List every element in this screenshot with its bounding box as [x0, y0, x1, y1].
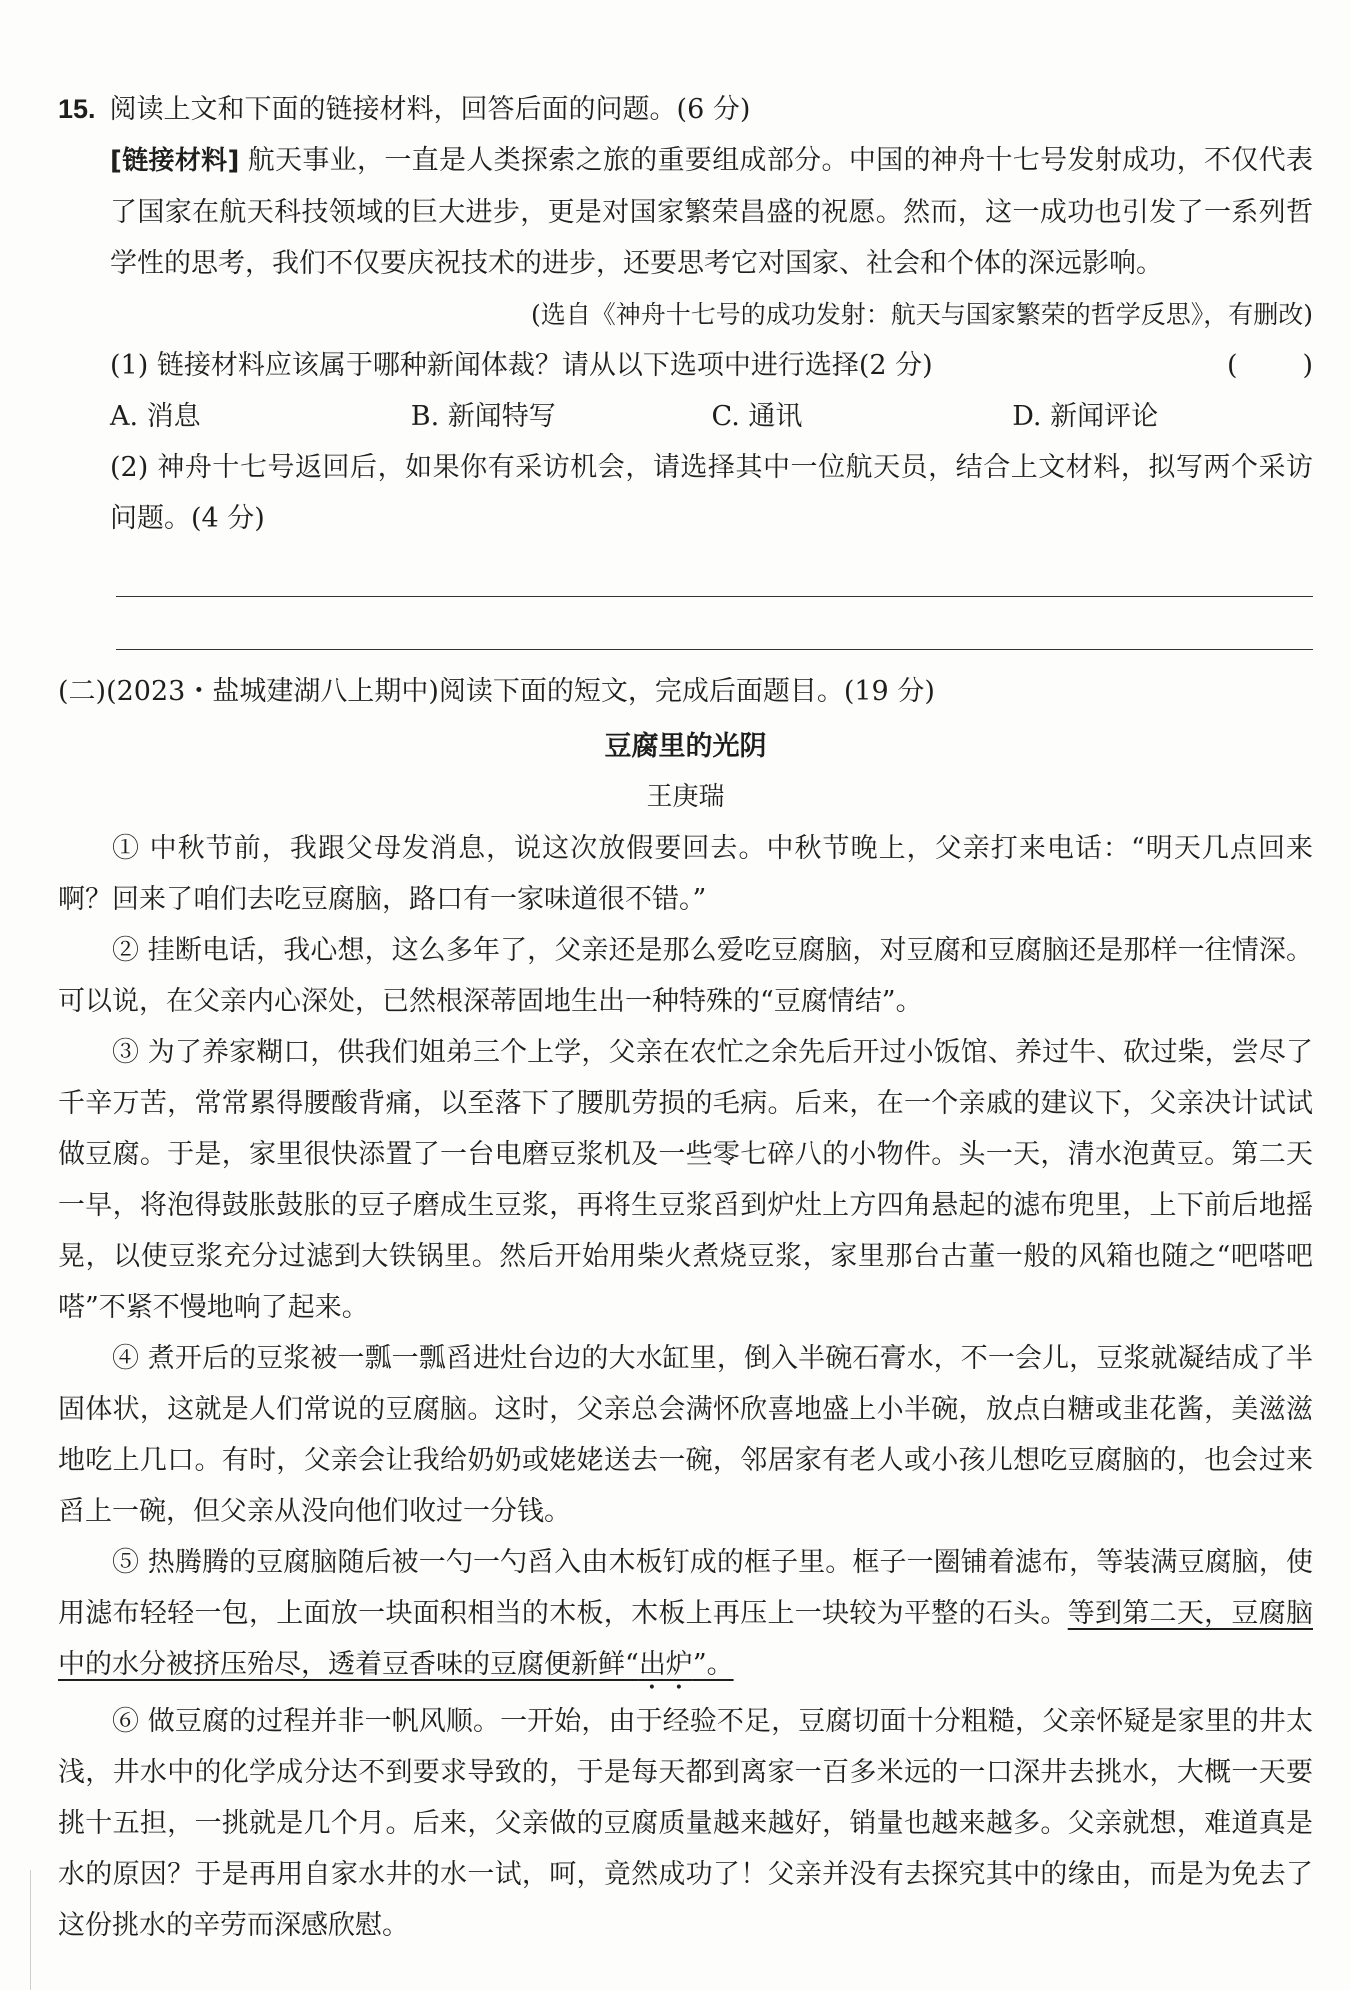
option-d[interactable]: D. 新闻评论 — [1012, 401, 1159, 432]
article-paragraph-4: ④ 煮开后的豆浆被一瓢一瓢舀进灶台边的大水缸里，倒入半碗石膏水，不一会儿，豆浆就凝结成了半固体状，这就是人们常说的豆腐脑。这时，父亲总会满怀欣喜地盛上小半碗，放点白糖或韭花酱，美滋滋地吃上几口。有时，父亲会让我给奶奶或姥姥送去一碗，邻居家有老人或小孩儿想吃豆腐脑的，也会过来舀上一碗，但父亲从没向他们收过一分钱。 — [58, 1343, 1313, 1527]
paragraph-5-text: ⑤ 热腾腾的豆腐脑随后被一勺一勺舀入由木板钉成的框子里。框子一圈铺着滤布，等装满豆腐脑，使用滤布轻轻一包，上面放一块面积相当的木板，木板上再压上一块较为平整的石头。 — [58, 1547, 1313, 1629]
article-paragraph-2: ② 挂断电话，我心想，这么多年了，父亲还是那么爱吃豆腐脑，对豆腐和豆腐脑还是那样一往情深。可以说，在父亲内心深处，已然根深蒂固地生出一种特殊的“豆腐情结”。 — [58, 935, 1313, 1017]
options-row — [110, 391, 1313, 442]
answer-bracket-left: ( — [1227, 350, 1238, 381]
worksheet-content — [58, 84, 1313, 1951]
link-material-label: [链接材料] — [110, 146, 240, 176]
section-2-header: (二)(2023・盐城建湖八上期中)阅读下面的短文，完成后面题目。(19 分) — [58, 676, 935, 707]
dotted-word: 出炉 — [638, 1649, 693, 1680]
link-material-text: 航天事业，一直是人类探索之旅的重要组成部分。中国的神舟十七号发射成功，不仅代表了国家在航天科技领域的巨大进步，更是对国家繁荣昌盛的祝愿。然而，这一成功也引发了一系列哲学性的思考，我们不仅要庆祝技术的进步，还要思考它对国家、社会和个体的深远影响。 — [110, 145, 1313, 279]
article-author: 王庚瑞 — [646, 782, 725, 812]
answer-line-2[interactable] — [116, 597, 1313, 650]
option-c[interactable]: C. 通讯 — [711, 401, 803, 432]
sub-question-1-text: (1) 链接材料应该属于哪种新闻体裁？请从以下选项中进行选择(2 分) — [110, 350, 933, 381]
question-prompt: 阅读上文和下面的链接材料，回答后面的问题。(6 分) — [109, 94, 751, 125]
sub-question-2: (2) 神舟十七号返回后，如果你有采访机会，请选择其中一位航天员，结合上文材料，拟写两个采访问题。(4 分) — [110, 452, 1313, 534]
answer-bracket[interactable] — [1227, 340, 1313, 391]
link-material-source: (选自《神舟十七号的成功发射：航天与国家繁荣的哲学反思》，有删改) — [530, 300, 1313, 329]
link-material — [110, 135, 1313, 289]
underlined-sentence-b: ”。 — [692, 1649, 734, 1680]
article-paragraph-1: ① 中秋节前，我跟父母发消息，说这次放假要回去。中秋节晚上，父亲打来电话：“明天几点回来啊？回来了咱们去吃豆腐脑，路口有一家味道很不错。” — [58, 833, 1313, 915]
margin-rule — [30, 1870, 31, 1990]
question-15-header — [58, 84, 1313, 135]
question-15-body — [58, 135, 1313, 544]
article-paragraph-3: ③ 为了养家糊口，供我们姐弟三个上学，父亲在农忙之余先后开过小饭馆、养过牛、砍过柴，尝尽了千辛万苦，常常累得腰酸背痛，以至落下了腰肌劳损的毛病。后来，在一个亲戚的建议下，父亲决计试试做豆腐。于是，家里很快添置了一台电磨豆浆机及一些零七碎八的小物件。头一天，清水泡黄豆。第二天一早，将泡得鼓胀鼓胀的豆子磨成生豆浆，再将生豆浆舀到炉灶上方四角悬起的滤布兜里，上下前后地摇晃，以使豆浆充分过滤到大铁锅里。然后开始用柴火煮烧豆浆，家里那台古董一般的风箱也随之“吧嗒吧嗒”不紧不慢地响了起来。 — [58, 1037, 1313, 1323]
question-number: 15. — [58, 94, 96, 124]
underlined-sentence-a: 等到第二天，豆腐脑中的水分被挤压殆尽，透着豆香味的豆腐便新鲜“ — [58, 1598, 1313, 1680]
article-paragraph-6: ⑥ 做豆腐的过程并非一帆风顺。一开始，由于经验不足，豆腐切面十分粗糙，父亲怀疑是家里的井太浅，井水中的化学成分达不到要求导致的，于是每天都到离家一百多米远的一口深井去挑水，大概一天要挑十五担，一挑就是几个月。后来，父亲做的豆腐质量越来越好，销量也越来越多。父亲就想，难道真是水的原因？于是再用自家水井的水一试，呵，竟然成功了！父亲并没有去探究其中的缘由，而是为免去了这份挑水的辛劳而深感欣慰。 — [58, 1706, 1313, 1941]
answer-line-1[interactable] — [116, 544, 1313, 597]
option-b[interactable]: B. 新闻特写 — [410, 401, 556, 432]
option-a[interactable]: A. 消息 — [110, 401, 201, 432]
article-title: 豆腐里的光阴 — [604, 731, 767, 762]
answer-bracket-right: ) — [1302, 350, 1313, 381]
article-paragraph-5 — [58, 1537, 1313, 1696]
sub-question-1 — [110, 340, 1313, 391]
